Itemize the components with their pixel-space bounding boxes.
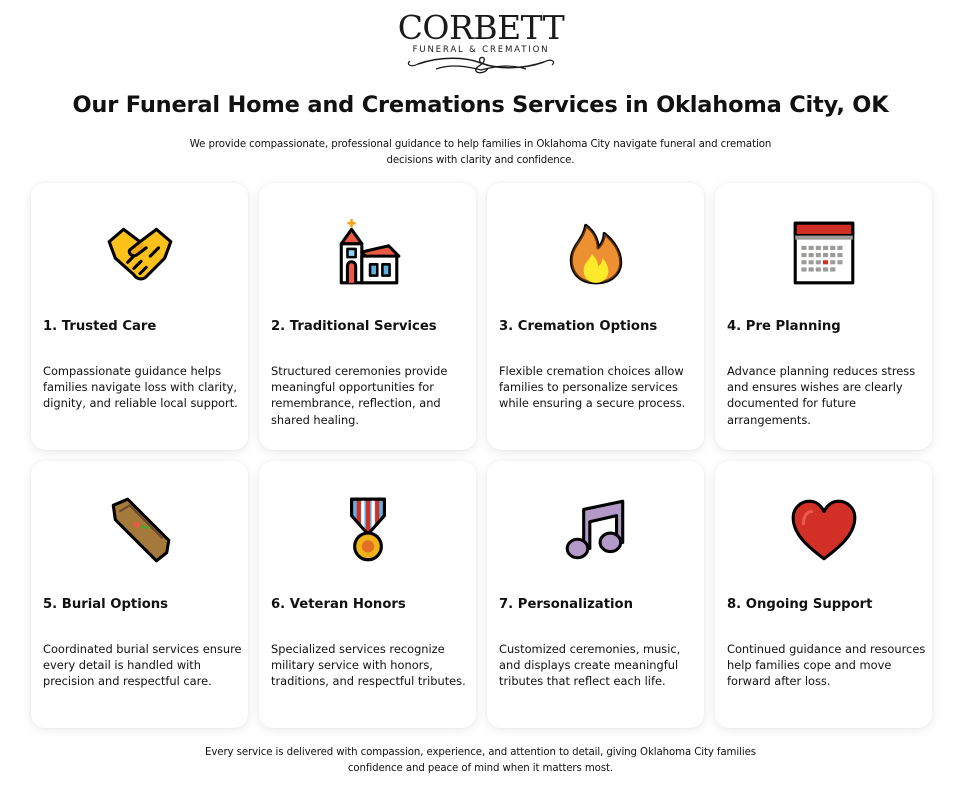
page-title: Our Funeral Home and Cremations Services in Oklahoma City, OK xyxy=(72,92,889,118)
services-grid xyxy=(31,183,931,728)
church-icon xyxy=(259,215,476,289)
service-card-traditional-services[interactable] xyxy=(259,183,476,450)
intro-text: We provide compassionate, professional guidance to help families in Oklahoma City navigate funeral and cremation decisions with clarity and confidence. xyxy=(189,139,772,166)
service-card-burial-options[interactable] xyxy=(31,461,248,728)
service-card-personalization[interactable] xyxy=(487,461,704,728)
service-description: Coordinated burial services ensure every detail is handled with precision and respectful care. xyxy=(43,642,242,689)
service-title: 4. Pre Planning xyxy=(727,319,841,334)
coffin-icon xyxy=(31,493,248,567)
service-description: Continued guidance and resources help families cope and move forward after loss. xyxy=(727,642,926,689)
military-medal-icon xyxy=(259,493,476,567)
brand-name: CORBETT xyxy=(397,10,564,47)
brand-tagline: FUNERAL & CREMATION xyxy=(412,45,549,55)
calendar-icon xyxy=(715,215,932,289)
service-card-pre-planning[interactable] xyxy=(715,183,932,450)
service-card-cremation-options[interactable] xyxy=(487,183,704,450)
service-card-trusted-care[interactable] xyxy=(31,183,248,450)
handshake-icon xyxy=(31,215,248,289)
service-title: 1. Trusted Care xyxy=(43,319,157,334)
fire-icon xyxy=(487,215,704,289)
service-description: Compassionate guidance helps families navigate loss with clarity, dignity, and reliable local support. xyxy=(43,364,238,411)
brand-logo[interactable] xyxy=(0,10,961,76)
service-description: Customized ceremonies, music, and displays create meaningful tributes that reflect each life. xyxy=(499,642,681,689)
service-title: 8. Ongoing Support xyxy=(727,597,873,612)
corbett-logo xyxy=(396,10,566,76)
service-title: 5. Burial Options xyxy=(43,597,169,612)
service-description: Structured ceremonies provide meaningful opportunities for remembrance, reflection, and shared healing. xyxy=(271,364,448,427)
service-description: Flexible cremation choices allow families to personalize services while ensuring a secure process. xyxy=(499,364,686,411)
service-title: 2. Traditional Services xyxy=(271,319,437,334)
closing-text: Every service is delivered with compassion, experience, and attention to detail, giving Oklahoma City families confidence and peace of mind when it matters most. xyxy=(205,747,756,774)
service-title: 3. Cremation Options xyxy=(499,319,658,334)
service-card-ongoing-support[interactable] xyxy=(715,461,932,728)
service-description: Advance planning reduces stress and ensures wishes are clearly documented for future arrangements. xyxy=(727,364,916,427)
service-title: 7. Personalization xyxy=(499,597,633,612)
music-note-icon xyxy=(487,493,704,567)
service-description: Specialized services recognize military service with honors, traditions, and respectful tributes. xyxy=(271,642,466,689)
heart-icon xyxy=(715,493,932,567)
service-card-veteran-honors[interactable] xyxy=(259,461,476,728)
service-title: 6. Veteran Honors xyxy=(271,597,406,612)
